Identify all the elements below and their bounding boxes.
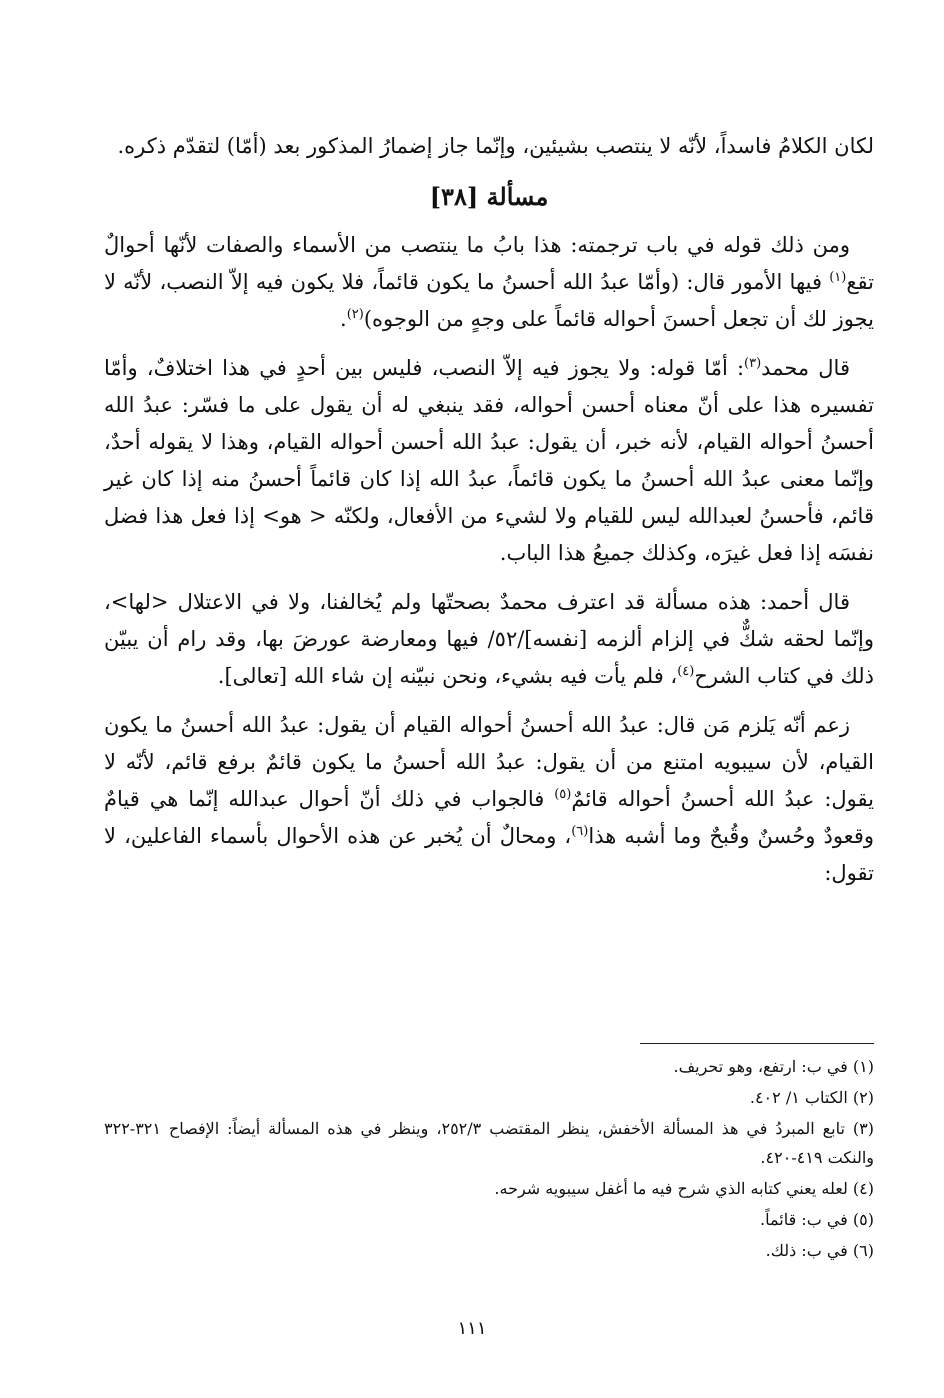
footnote-ref-6[interactable]: (٦) [571,824,589,839]
paragraph-continuation [104,128,874,165]
footnote-6: (٦) في ب: ذلك. [765,1241,874,1260]
footnote-divider [640,1043,874,1044]
page-number: ١١١ [457,1318,487,1339]
footnote-2: (٢) الكتاب ١/ ٤٠٢. [749,1088,874,1107]
footnote-1: (١) في ب: ارتفع، وهو تحريف. [673,1057,874,1076]
footnote-ref-1[interactable]: (١) [829,270,847,285]
footnote-4: (٤) لعله يعني كتابه الذي شرح فيه ما أغفل سيبويه شرحه. [494,1179,874,1198]
paragraph-text: فالجواب في ذلك أنّ أحوال عبدالله إنّما هي قيامٌ وقعودٌ وحُسنٌ وقُبحٌ وما أشبه هذا [104,787,874,848]
paragraph-1 [104,227,874,338]
footnote-ref-4[interactable]: (٤) [677,664,695,679]
main-text [104,128,874,904]
section-heading: مسألة [٣٨] [429,182,549,211]
footnote-ref-5[interactable]: (٥) [554,787,572,802]
paragraph-text: فيها الأمور قال: (وأمّا عبدُ الله أحسنُ ما يكون قائماً، فلا يكون فيه إلاّ النصب، لأنّه لا يجوز لك أن تجعل أحسنَ أحواله قائماً على وجهٍ من الوجوه) [104,270,874,331]
footnote-3: (٣) تابع المبردُ في هذ المسألة الأخفش، ينظر المقتضب ٢٥٢/٣، وينظر في هذه المسألة أيضاً: الإفصاح ٣٢١-٣٢٢ والنكت ٤١٩-٤٢٠. [104,1119,874,1167]
paragraph-2 [104,350,874,572]
paragraph-text: . [340,307,347,331]
paragraph-text: : أمّا قوله: ولا يجوز فيه إلاّ النصب، فليس بين أحدٍ في هذا اختلافٌ، وأمّا تفسيره هذا على أنّ معناه أحسن أحواله، فقد ينبغي له أن يقول على ما فسّر: عبدُ الله أحسنُ أحواله القيام، لأنه خبر، أن يقول: عبدُ الله أحسن أحواله القيام، وهذا لا يقوله أحدٌ، وإنّما معنى عبدُ الله أحسنُ ما يكون قائماً، عبدُ الله إذا كان قائماً أحسنُ منه إذا كان غير قائم، فأحسنُ لعبدالله ليس للقيام ولا لشيء من الأفعال، ولكنّه < هو> إذا فعل هذا فضل نفسَه إذا فعل غيرَه، وكذلك جميعُ هذا الباب. [104,356,874,565]
paragraph-text: ، ومحالٌ أن يُخبر عن هذه الأحوال بأسماء الفاعلين، لا تقول: [104,824,874,885]
footnote-ref-2[interactable]: (٢) [346,307,364,322]
paragraph-text: لكان الكلامُ فاسداً، لأنّه لا ينتصب بشيئين، وإنّما جاز إضمارُ المذكور بعد (أمّا) لتقدّم ذكره. [117,134,874,158]
footnote-5: (٥) في ب: قائماً. [760,1210,874,1229]
paragraph-text: ، فلم يأت فيه بشيء، ونحن نبيّنه إن شاء الله [تعالى]. [217,664,678,688]
paragraph-text: قال محمد [761,356,850,380]
paragraph-text: قال أحمد: هذه مسألة قد اعترف محمدٌ بصحتّها ولم يُخالفنا، ولا في الاعتلال <لها>، وإنّما لحقه شكٌّ في إلزام ألزمه [نفسه]/٥٢/ فيها ومعارضة عورضَ بها، وقد رام أن يبيّن ذلك في كتاب الشرح [104,590,874,688]
paragraph-text: زعم أنّه يَلزم مَن قال: عبدُ الله أحسنُ أحواله القيام أن يقول: عبدُ الله أحسنُ ما يكون القيام، لأن سيبويه امتنع من أن يقول: عبدُ الله أحسنُ ما يكون قائمٌ برفع قائم، لأنّه لا يقول: عبدُ الله أحسنُ أحواله قائمٌ [104,713,874,811]
paragraph-text: ومن ذلك قوله في باب ترجمته: هذا بابُ ما ينتصب من الأسماء والصفات لأنّها أحوالٌ تقع [104,233,874,294]
footnotes [104,1052,874,1267]
paragraph-4 [104,707,874,892]
footnote-ref-3[interactable]: (٣) [744,356,762,371]
paragraph-3 [104,584,874,695]
